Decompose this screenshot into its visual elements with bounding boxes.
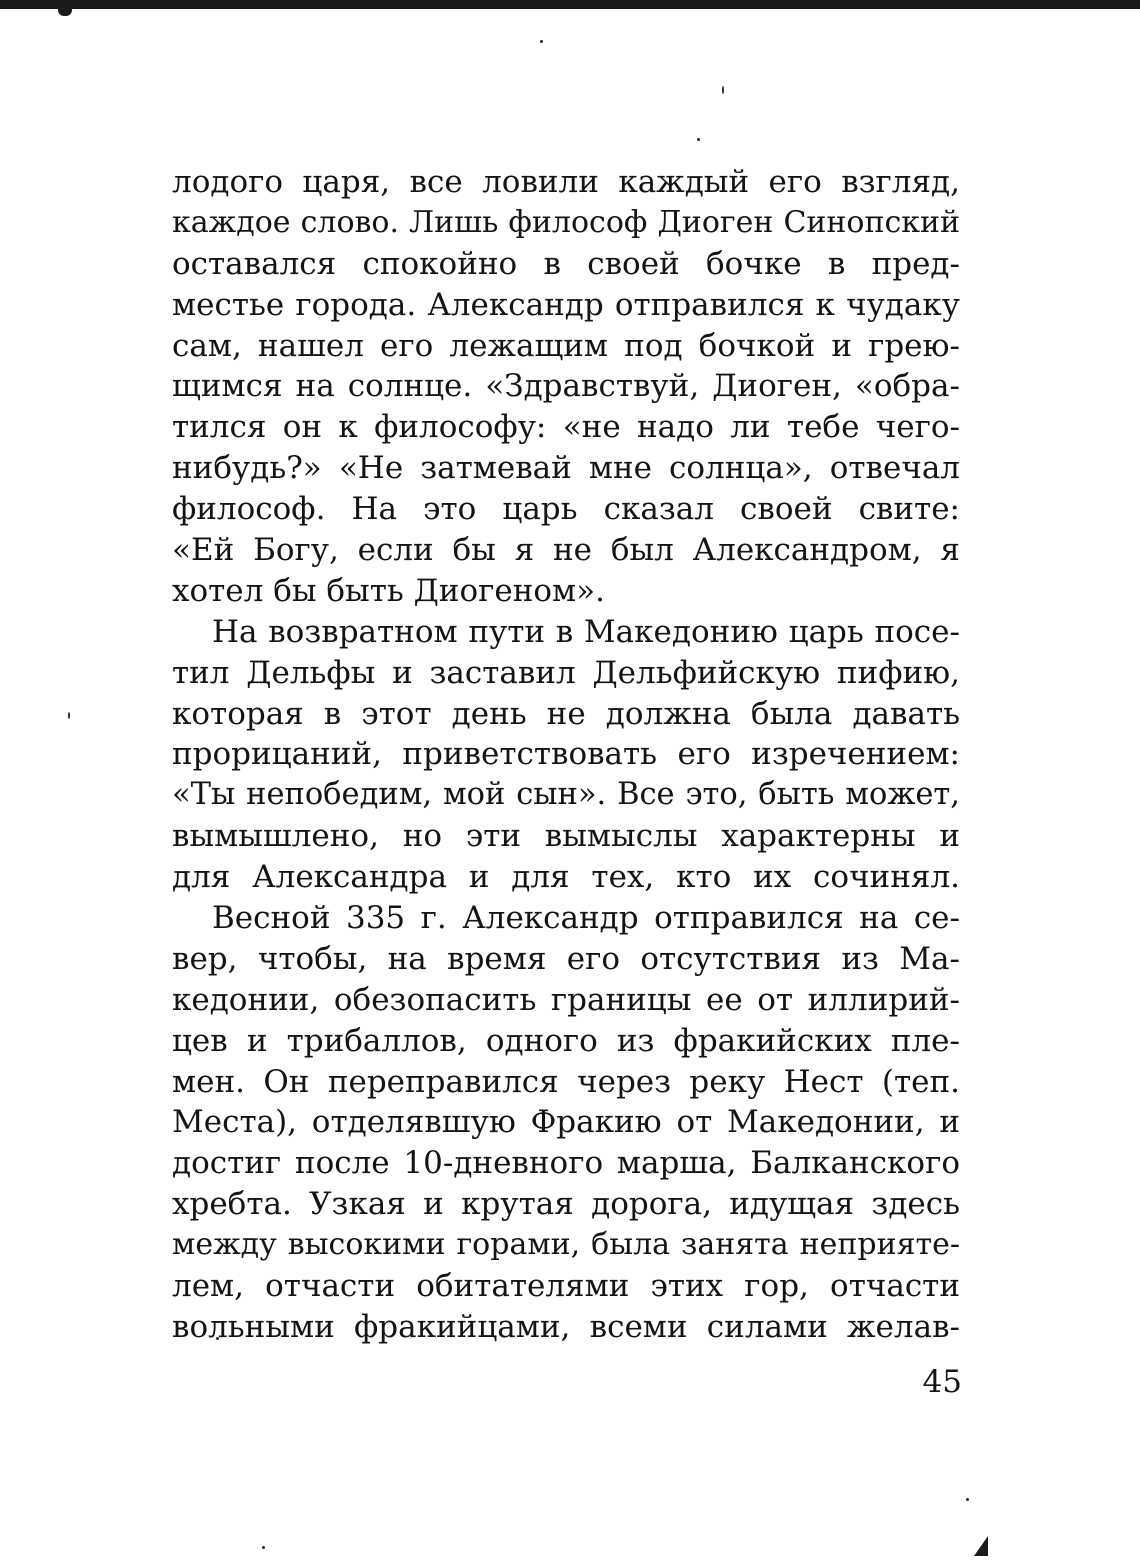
text-line: сам, нашел его лежащим под бочкой и грею- [172,327,960,364]
text-line: вымышлено, но эти вымыслы характерны и [172,818,960,855]
scan-speck [540,40,543,43]
text-line: между высокими горами, была занята неприяте- [172,1227,960,1263]
scan-speck [68,712,70,719]
text-line: кедонии, обезопасить границы ее от иллирий- [172,981,960,1018]
text-line: «Ты непобедим, мой сын». Все это, быть может, [172,777,960,813]
text-line: На возвратном пути в Македонию царь посе- [212,613,960,650]
scan-corner-mark [974,1536,988,1556]
text-line: «Ей Богу, если бы я не был Александром, я [172,532,960,569]
text-line: нибудь?» «Не затмевай мне солнца», отвечал [172,450,960,487]
top-border-rule [0,0,1140,9]
text-line: лем, отчасти обитателями этих гор, отчасти [172,1268,960,1305]
text-line: тился он к философу: «не надо ли тебе чего- [172,409,960,446]
text-line: лодого царя, все ловили каждый его взгляд, [172,164,960,200]
text-line: философ. На это царь сказал своей свите: [172,491,960,528]
page-number: 45 [922,1364,962,1400]
scan-speck [966,1498,969,1501]
text-line: местье города. Александр отправился к чудаку [172,286,960,323]
scan-speck [697,138,700,141]
text-line: каждое слово. Лишь философ Диоген Синопский [172,204,960,240]
page-body-text [172,162,960,1348]
paragraph [172,898,960,1348]
text-line: хотел бы быть Диогеном». [172,572,605,609]
text-line: цев и трибаллов, одного из фракийских пле- [172,1022,960,1059]
text-line: тил Дельфы и заставил Дельфийскую пифию, [172,654,960,691]
text-line: вольными фракийцами, всеми силами желав- [172,1308,960,1345]
paragraph [172,162,960,612]
paragraph [172,612,960,898]
text-line: щимся на солнце. «Здравствуй, Диоген, «обра- [172,368,960,405]
text-line: оставался спокойно в своей бочке в пред- [172,245,960,282]
text-line: мен. Он переправился через реку Нест (теп. [172,1063,960,1100]
text-line: достиг после 10-дневного марша, Балканского [172,1145,960,1182]
text-line: для Александра и для тех, кто их сочинял. [172,859,960,896]
text-line: Места), отделявшую Фракию от Македонии, и [172,1104,960,1141]
scan-speck [262,1546,265,1549]
text-line: которая в этот день не должна была давать [172,695,960,732]
text-line: вер, чтобы, на время его отсутствия из Ма- [172,940,960,977]
text-line: хребта. Узкая и крутая дорога, идущая здесь [172,1186,960,1223]
top-border-tick [58,6,72,16]
text-line: Весной 335 г. Александр отправился на се- [212,900,960,937]
text-line: прорицаний, приветствовать его изречением: [172,736,960,773]
scan-speck [722,86,724,94]
